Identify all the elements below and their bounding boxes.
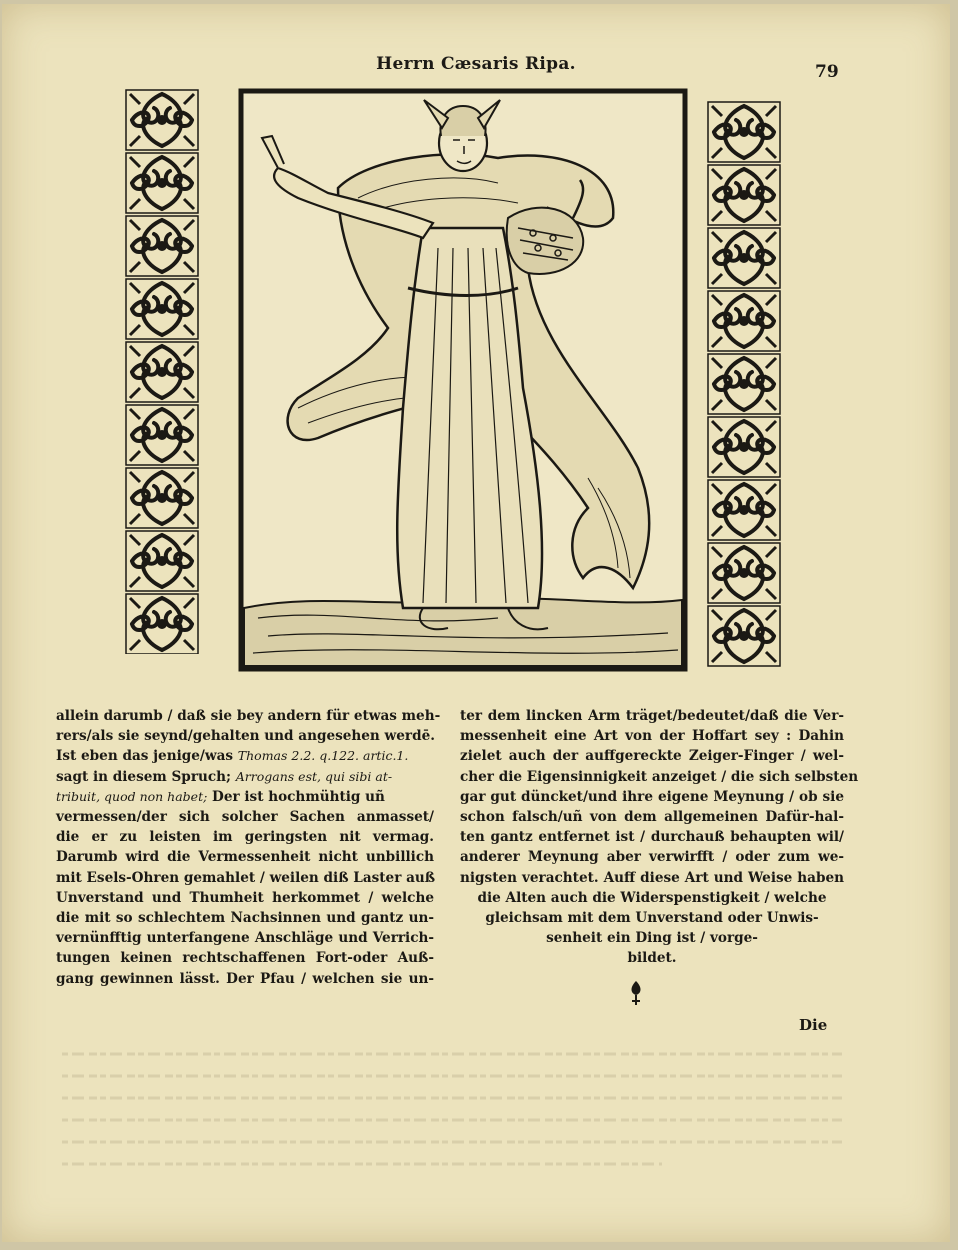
latin-citation: Thomas 2.2. q.122. artic.1. <box>237 748 409 764</box>
text-line: zielet auch der auffgereckte Zeiger-Finger / wel- <box>460 748 844 765</box>
text-line: die Alten auch die Widerspenstigkeit / welche <box>477 889 827 906</box>
text-line: mit Esels-Ohren gemahlet / weilen diß Laster auß <box>56 869 436 886</box>
text-line: die mit so schlechtem Nachsinnen und gantz un- <box>56 910 434 927</box>
text-line: vernünfftig unterfangene Anschläge und Verrich- <box>56 930 434 947</box>
text-line: nigsten verachtet. Auff diese Art und Weise haben <box>460 869 844 886</box>
text-line: Unverstand und Thumheit herkommet / welche <box>56 889 434 906</box>
text-line: ten gantz entfernet ist / durchauß behaupten wil/ <box>460 829 844 846</box>
text-line: gar gut düncket/und ihre eigene Meynung / ob sie <box>460 788 844 805</box>
ornamental-border-right <box>706 100 786 670</box>
running-title: Herrn Cæsaris Ripa. <box>376 54 576 74</box>
text-line: anderer Meynung aber verwirfft / oder zum we- <box>460 849 844 866</box>
text-line: allein darumb / daß sie bey andern für etwas meh- <box>56 708 441 724</box>
text-line: vermessen/der sich solcher Sachen anmasset/ <box>56 809 434 826</box>
text-line: ter dem lincken Arm träget/bedeutet/daß die Ver- <box>460 708 844 724</box>
catchword: Die <box>799 1016 828 1034</box>
text-line: schon falsch/uñ von dem allgemeinen Dafür-hal- <box>460 809 844 826</box>
text-line: sagt in diesem Spruch; Arrogans est, qui sibi at- <box>56 768 393 785</box>
text-line: messenheit eine Art von der Hoffart sey : Dahin <box>460 728 844 745</box>
text-line: Darumb wird die Vermessenheit nicht unbillich <box>56 849 434 866</box>
woodcut-illustration <box>238 88 688 672</box>
show-through-texture <box>62 1044 842 1184</box>
text-line: Ist eben das jenige/was Thomas 2.2. q.122. artic.1. <box>56 748 409 765</box>
latin-quote: Arrogans est, qui sibi at- <box>235 768 393 784</box>
text-line: tungen keinen rechtschaffenen Fort-oder Auß- <box>56 950 434 967</box>
text-line: die er zu leisten im geringsten nit vermag. <box>56 829 434 846</box>
text-line: gang gewinnen lässt. Der Pfau / welchen sie un- <box>56 970 434 987</box>
text-line: gleichsam mit dem Unverstand oder Unwis- <box>485 910 819 927</box>
latin-quote: tribuit, quod non habet; <box>56 788 208 804</box>
text-column-left <box>56 706 441 989</box>
text-line: senheit ein Ding ist / vorge- <box>546 930 758 947</box>
text-line: cher die Eigensinnigkeit anzeiget / die sich selbsten <box>460 768 859 785</box>
text-column-right <box>460 706 859 969</box>
fleuron-icon <box>626 979 646 1007</box>
page-number: 79 <box>815 62 839 82</box>
text-line: bildet. <box>627 950 677 967</box>
text-line: tribuit, quod non habet; Der ist hochmühtig uñ <box>56 788 385 805</box>
text-line: rers/als sie seynd/gehalten und angesehen werdē. <box>56 728 435 745</box>
book-page <box>2 4 950 1242</box>
ornamental-border-left <box>124 88 204 654</box>
